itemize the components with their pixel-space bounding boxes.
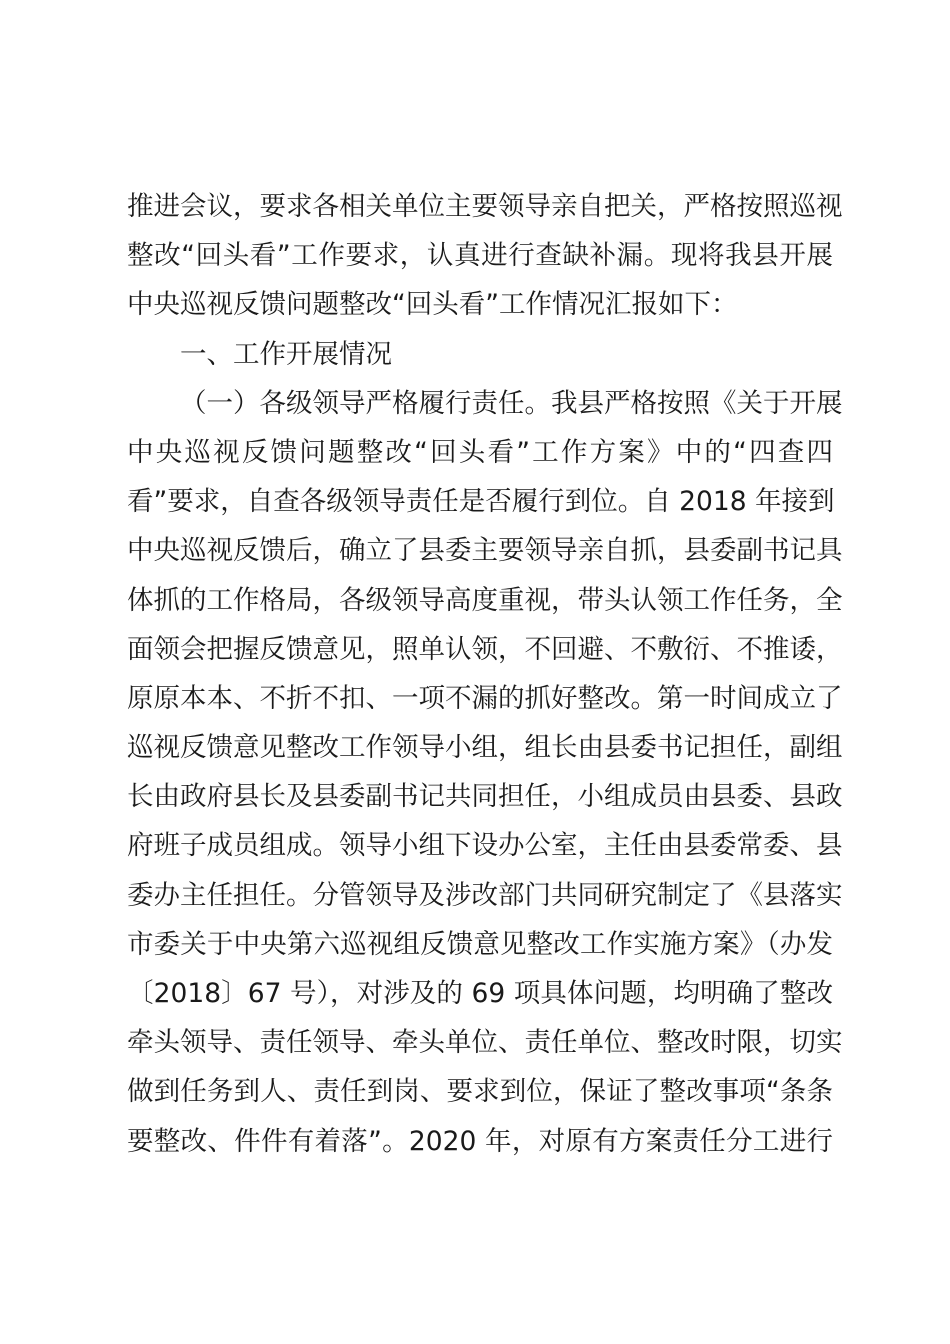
text-line: 整改“回头看”工作要求，认真进行查缺补漏。现将我县开展 (127, 240, 833, 272)
section-heading: 一、工作开展情况 (180, 338, 392, 370)
text-line: 委办主任担任。分管领导及涉改部门共同研究制定了《县落实 (127, 879, 843, 911)
text-line: 中央巡视反馈问题整改“回头看”工作方案》中的“四查四 (127, 436, 833, 468)
subsection-heading-line: （一）各级领导严格履行责任。我县严格按照《关于开展 (180, 387, 843, 419)
body-text (127, 182, 843, 1166)
text-line: 面领会把握反馈意见，照单认领，不回避、不敷衍、不推诿， (127, 633, 843, 665)
text-line: 中央巡视反馈后，确立了县委主要领导亲自抓，县委副书记具 (127, 535, 843, 567)
text-line: 巡视反馈意见整改工作领导小组，组长由县委书记担任，副组 (127, 732, 843, 764)
text-line: 中央巡视反馈问题整改“回头看”工作情况汇报如下： (127, 289, 738, 321)
text-line: 市委关于中央第六巡视组反馈意见整改工作实施方案》（办发 (127, 928, 833, 960)
text-line: 长由政府县长及县委副书记共同担任，小组成员由县委、县政 (127, 781, 843, 813)
text-line: 牵头领导、责任领导、牵头单位、责任单位、整改时限，切实 (127, 1027, 843, 1059)
text-line: 〔2018〕67 号），对涉及的 69 项具体问题，均明确了整改 (127, 978, 833, 1009)
text-line: 看”要求，自查各级领导责任是否履行到位。自 2018 年接到 (127, 486, 835, 518)
text-line: 要整改、件件有着落”。2020 年，对原有方案责任分工进行 (127, 1125, 833, 1157)
text-line: 推进会议，要求各相关单位主要领导亲自把关，严格按照巡视 (127, 191, 843, 222)
text-line: 体抓的工作格局，各级领导高度重视，带头认领工作任务，全 (127, 584, 843, 616)
text-line: 做到任务到人、责任到岗、要求到位，保证了整改事项“条条 (127, 1076, 833, 1108)
text-line: 原原本本、不折不扣、一项不漏的抓好整改。第一时间成立了 (127, 682, 843, 714)
text-line: 府班子成员组成。领导小组下设办公室，主任由县委常委、县 (127, 830, 843, 862)
